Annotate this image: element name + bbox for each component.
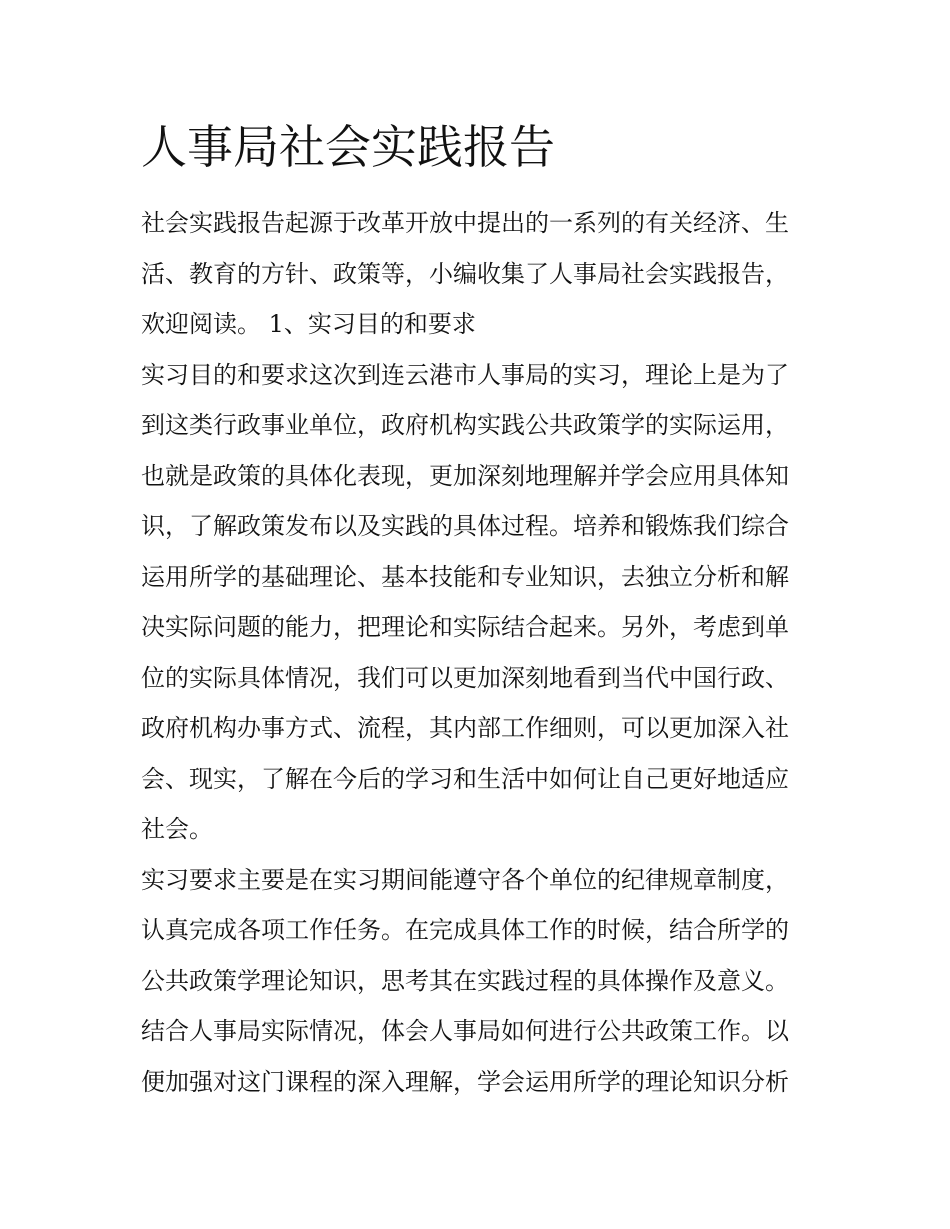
- text-line: 社会实践报告起源于改革开放中提出的一系列的有关经济、生: [141, 209, 789, 237]
- text-line: 识，了解政策发布以及实践的具体过程。培养和锻炼我们综合: [141, 512, 789, 540]
- text-line: 欢迎阅读。 1、实习目的和要求: [141, 310, 476, 338]
- text-line: 政府机构办事方式、流程，其内部工作细则，可以更加深入社: [141, 714, 789, 742]
- text-line: 社会。: [141, 815, 213, 843]
- text-line: 会、现实，了解在今后的学习和生活中如何让自己更好地适应: [141, 764, 789, 793]
- text-line: 位的实际具体情况，我们可以更加深刻地看到当代中国行政、: [141, 663, 789, 692]
- text-line: 实习目的和要求这次到连云港市人事局的实习，理论上是为了: [141, 360, 789, 389]
- document-body: [141, 198, 813, 1107]
- text-line: 到这类行政事业单位，政府机构实践公共政策学的实际运用，: [141, 411, 789, 439]
- document-title: 人事局社会实践报告: [141, 120, 555, 174]
- text-line: 活、教育的方针、政策等，小编收集了人事局社会实践报告，: [141, 259, 789, 288]
- text-line: 结合人事局实际情况，体会人事局如何进行公共政策工作。以: [141, 1017, 789, 1045]
- text-line: 也就是政策的具体化表现，更加深刻地理解并学会应用具体知: [141, 461, 789, 490]
- text-line: 认真完成各项工作任务。在完成具体工作的时候，结合所学的: [141, 916, 789, 944]
- text-line: 实习要求主要是在实习期间能遵守各个单位的纪律规章制度，: [141, 865, 789, 894]
- text-line: 运用所学的基础理论、基本技能和专业知识，去独立分析和解: [141, 562, 789, 591]
- text-line: 公共政策学理论知识，思考其在实践过程的具体操作及意义。: [141, 966, 789, 995]
- text-line: 决实际问题的能力，把理论和实际结合起来。另外，考虑到单: [141, 613, 789, 641]
- text-line: 便加强对这门课程的深入理解，学会运用所学的理论知识分析: [141, 1067, 789, 1096]
